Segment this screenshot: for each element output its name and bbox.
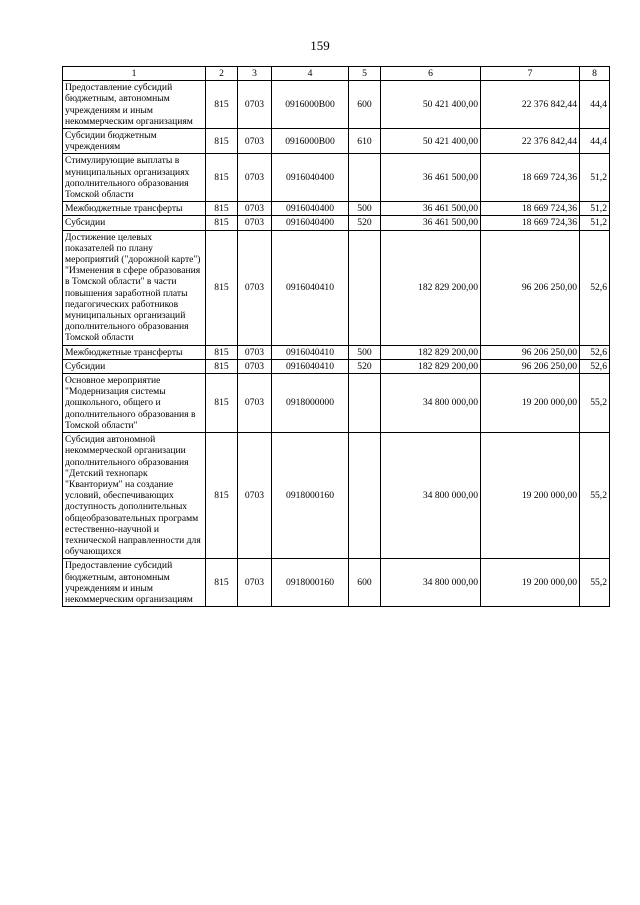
row-section: 0703 [238, 129, 272, 154]
row-plan: 34 800 000,00 [381, 433, 481, 559]
row-section: 0703 [238, 154, 272, 202]
row-fact: 19 200 000,00 [481, 433, 580, 559]
row-section: 0703 [238, 81, 272, 129]
row-code: 815 [206, 202, 238, 216]
row-percent: 51,2 [580, 202, 610, 216]
row-percent: 52,6 [580, 230, 610, 345]
row-percent: 52,6 [580, 345, 610, 359]
table-row [63, 433, 610, 559]
row-target: 0916040400 [272, 154, 349, 202]
table-row [63, 202, 610, 216]
row-type: 610 [349, 129, 381, 154]
row-percent: 51,2 [580, 154, 610, 202]
row-name: Основное мероприятие "Модернизация системы дошкольного, общего и дополнительного образования в Томской области" [63, 374, 206, 433]
row-target: 0918000160 [272, 559, 349, 607]
row-code: 815 [206, 216, 238, 230]
row-plan: 182 829 200,00 [381, 359, 481, 373]
row-percent: 52,6 [580, 359, 610, 373]
row-fact: 18 669 724,36 [481, 154, 580, 202]
row-percent: 51,2 [580, 216, 610, 230]
row-plan: 36 461 500,00 [381, 154, 481, 202]
row-name: Межбюджетные трансферты [63, 345, 206, 359]
row-code: 815 [206, 559, 238, 607]
row-section: 0703 [238, 559, 272, 607]
row-target: 0916040410 [272, 359, 349, 373]
row-section: 0703 [238, 374, 272, 433]
row-code: 815 [206, 81, 238, 129]
table-row [63, 129, 610, 154]
header-cell: 3 [238, 67, 272, 81]
row-plan: 36 461 500,00 [381, 216, 481, 230]
row-fact: 22 376 842,44 [481, 129, 580, 154]
row-percent: 44,4 [580, 81, 610, 129]
row-name: Субсидия автономной некоммерческой организации дополнительного образования "Детский технопарк "Кванториум" на создание условий, обеспечивающих доступность дополнительных общеобразовательных программ естественно-научной и технической направленности для обучающихся [63, 433, 206, 559]
row-name: Предоставление субсидий бюджетным, автономным учреждениям и иным некоммерческим организациям [63, 559, 206, 607]
row-name: Субсидии [63, 216, 206, 230]
row-target: 0916000В00 [272, 129, 349, 154]
row-name: Предоставление субсидий бюджетным, автономным учреждениям и иным некоммерческим организациям [63, 81, 206, 129]
header-cell: 8 [580, 67, 610, 81]
row-section: 0703 [238, 230, 272, 345]
row-fact: 22 376 842,44 [481, 81, 580, 129]
row-type: 500 [349, 202, 381, 216]
row-section: 0703 [238, 202, 272, 216]
row-target: 0916040400 [272, 216, 349, 230]
row-section: 0703 [238, 433, 272, 559]
header-cell: 7 [481, 67, 580, 81]
row-type: 500 [349, 345, 381, 359]
row-name: Межбюджетные трансферты [63, 202, 206, 216]
table-row [63, 230, 610, 345]
header-cell: 5 [349, 67, 381, 81]
table-row [63, 559, 610, 607]
row-code: 815 [206, 345, 238, 359]
row-type [349, 230, 381, 345]
row-name: Субсидии [63, 359, 206, 373]
row-section: 0703 [238, 216, 272, 230]
budget-table [62, 66, 610, 607]
table-row [63, 216, 610, 230]
row-fact: 18 669 724,36 [481, 216, 580, 230]
row-section: 0703 [238, 359, 272, 373]
row-fact: 19 200 000,00 [481, 374, 580, 433]
row-code: 815 [206, 230, 238, 345]
header-cell: 1 [63, 67, 206, 81]
row-type: 600 [349, 81, 381, 129]
row-target: 0916040410 [272, 230, 349, 345]
table-row [63, 374, 610, 433]
row-fact: 18 669 724,36 [481, 202, 580, 216]
row-type: 600 [349, 559, 381, 607]
row-name: Достижение целевых показателей по плану мероприятий ("дорожной карте") "Изменения в сфере образования в Томской области" в части повышения заработной платы педагогических работников муниципальных организаций дополнительного образования Томской области [63, 230, 206, 345]
row-type: 520 [349, 216, 381, 230]
row-fact: 96 206 250,00 [481, 359, 580, 373]
table-row [63, 154, 610, 202]
page-number: 159 [310, 38, 330, 53]
row-plan: 34 800 000,00 [381, 374, 481, 433]
row-percent: 55,2 [580, 374, 610, 433]
row-percent: 55,2 [580, 559, 610, 607]
row-fact: 96 206 250,00 [481, 230, 580, 345]
row-plan: 182 829 200,00 [381, 345, 481, 359]
row-name: Стимулирующие выплаты в муниципальных организациях дополнительного образования Томской области [63, 154, 206, 202]
row-plan: 34 800 000,00 [381, 559, 481, 607]
row-code: 815 [206, 154, 238, 202]
row-fact: 19 200 000,00 [481, 559, 580, 607]
row-code: 815 [206, 433, 238, 559]
header-cell: 2 [206, 67, 238, 81]
table-row [63, 81, 610, 129]
row-type [349, 433, 381, 559]
row-target: 0916040410 [272, 345, 349, 359]
row-percent: 55,2 [580, 433, 610, 559]
row-target: 0918000160 [272, 433, 349, 559]
row-section: 0703 [238, 345, 272, 359]
row-percent: 44,4 [580, 129, 610, 154]
header-cell: 6 [381, 67, 481, 81]
row-type [349, 374, 381, 433]
row-plan: 50 421 400,00 [381, 129, 481, 154]
row-name: Субсидии бюджетным учреждениям [63, 129, 206, 154]
row-plan: 182 829 200,00 [381, 230, 481, 345]
row-target: 0918000000 [272, 374, 349, 433]
row-code: 815 [206, 374, 238, 433]
row-code: 815 [206, 359, 238, 373]
row-fact: 96 206 250,00 [481, 345, 580, 359]
row-plan: 50 421 400,00 [381, 81, 481, 129]
row-target: 0916040400 [272, 202, 349, 216]
header-cell: 4 [272, 67, 349, 81]
header-row [63, 67, 610, 81]
row-plan: 36 461 500,00 [381, 202, 481, 216]
row-type [349, 154, 381, 202]
row-code: 815 [206, 129, 238, 154]
table-row [63, 359, 610, 373]
row-target: 0916000В00 [272, 81, 349, 129]
row-type: 520 [349, 359, 381, 373]
table-row [63, 345, 610, 359]
